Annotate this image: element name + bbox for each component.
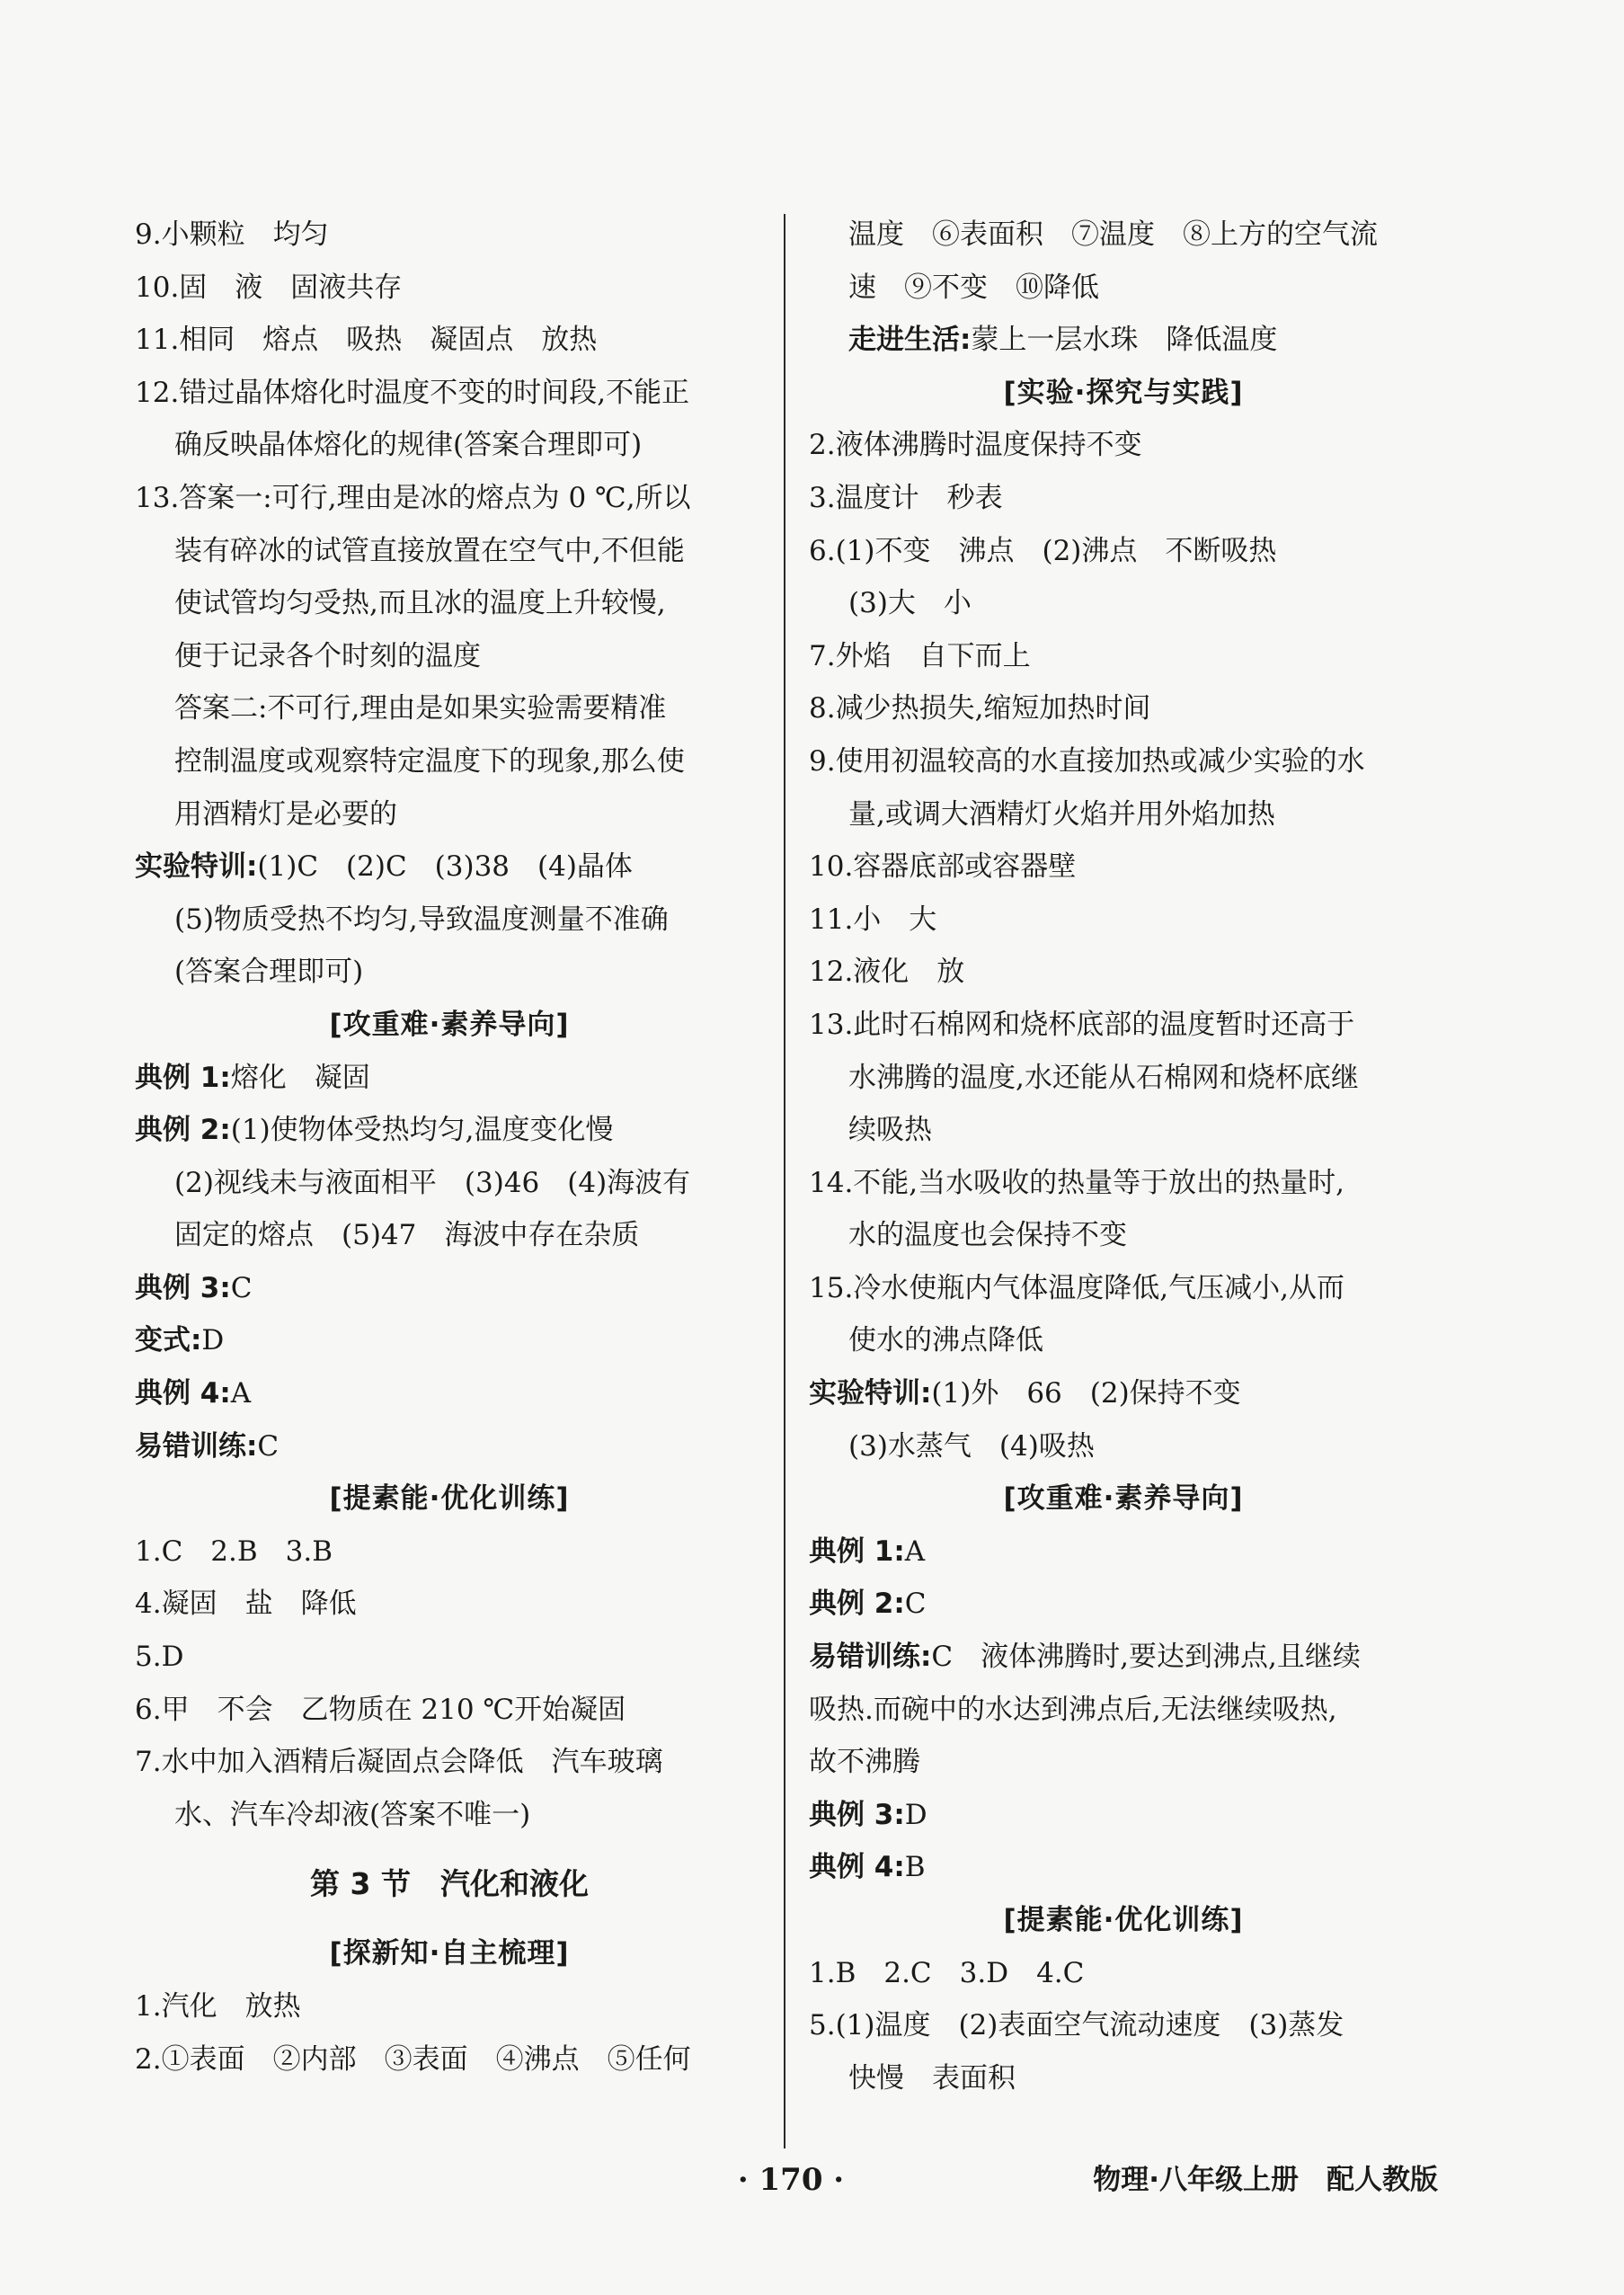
answer-label: 典例 4: <box>809 1851 905 1884</box>
answer-text: D <box>201 1324 225 1357</box>
answer-line <box>809 1526 1438 1579</box>
answer-line <box>809 262 1438 315</box>
section-heading: [提素能·优化训练] <box>329 1482 570 1516</box>
answer-line <box>809 1052 1438 1105</box>
answer-line <box>135 1314 764 1367</box>
answer-line <box>135 472 764 525</box>
answer-text: 故不沸腾 <box>809 1746 920 1779</box>
answer-text: 水的温度也会保持不变 <box>848 1219 1127 1252</box>
answer-label: 实验特训: <box>809 1377 932 1410</box>
answer-text: 14.不能,当水吸收的热量等于放出的热量时, <box>809 1166 1345 1199</box>
answer-line <box>135 1052 764 1105</box>
answer-text: 使试管均匀受热,而且冰的温度上升较慢, <box>174 587 666 620</box>
answer-text: 控制温度或观察特定温度下的现象,那么使 <box>174 744 685 778</box>
answer-line <box>135 1736 764 1789</box>
answer-label: 走进生活: <box>848 324 972 357</box>
answer-line <box>809 788 1438 841</box>
answer-label: 易错训练: <box>809 1641 932 1674</box>
answer-line <box>135 841 764 894</box>
answer-label: 典例 2: <box>809 1588 905 1621</box>
answer-line <box>809 946 1438 999</box>
answer-text: 吸热.而碗中的水达到沸点后,无法继续吸热, <box>809 1693 1337 1726</box>
answer-text: 3.温度计 秒表 <box>809 481 1003 514</box>
answer-line <box>135 1104 764 1157</box>
answer-line <box>135 367 764 420</box>
answer-text: 15.冷水使瓶内气体温度降低,气压减小,从而 <box>809 1271 1345 1304</box>
left-column <box>135 209 764 2086</box>
answer-line <box>809 419 1438 472</box>
answer-line <box>809 1631 1438 1684</box>
answer-line <box>809 314 1438 367</box>
answer-line <box>135 788 764 841</box>
answer-text: 2.液体沸腾时温度保持不变 <box>809 429 1142 462</box>
answer-text: C 液体沸腾时,要达到沸点,且继续 <box>931 1641 1361 1674</box>
answer-label: 典例 3: <box>809 1798 905 1831</box>
answer-text: (答案合理即可) <box>174 956 364 989</box>
answer-text: C <box>257 1429 280 1463</box>
answer-label: 典例 4: <box>135 1377 231 1410</box>
answer-line <box>135 1980 764 2033</box>
answer-line <box>809 2052 1438 2105</box>
answer-line <box>809 1999 1438 2052</box>
answer-text: A <box>904 1534 926 1568</box>
answer-line <box>135 525 764 578</box>
answer-label: 典例 2: <box>135 1114 231 1147</box>
answer-text: (5)物质受热不均匀,导致温度测量不准确 <box>174 903 669 936</box>
answer-line <box>809 682 1438 735</box>
answer-line <box>135 314 764 367</box>
answer-text: 7.外焰 自下而上 <box>809 639 1031 672</box>
answer-line <box>135 1157 764 1210</box>
answer-line <box>809 1684 1438 1737</box>
answer-text: 7.水中加入酒精后凝固点会降低 汽车玻璃 <box>135 1746 663 1779</box>
answer-line <box>135 946 764 999</box>
column-divider <box>784 214 785 2148</box>
answer-text: (1)使物体受热均匀,温度变化慢 <box>230 1114 614 1147</box>
answer-line <box>809 1262 1438 1315</box>
answer-text: 13.此时石棉网和烧杯底部的温度暂时还高于 <box>809 1008 1355 1041</box>
answer-label: 典例 1: <box>135 1061 231 1094</box>
answer-text: 量,或调大酒精灯火焰并用外焰加热 <box>848 797 1275 831</box>
answer-text: 9.小颗粒 均匀 <box>135 218 329 251</box>
answer-line <box>809 1578 1438 1631</box>
section-heading: [攻重难·素养导向] <box>1003 1482 1244 1516</box>
answer-line <box>135 682 764 735</box>
answer-line <box>809 525 1438 578</box>
answer-text: 4.凝固 盐 降低 <box>135 1588 357 1621</box>
answer-text: 水沸腾的温度,水还能从石棉网和烧杯底继 <box>848 1061 1359 1094</box>
answer-text: 8.减少热损失,缩短加热时间 <box>809 692 1151 725</box>
section-heading: [探新知·自主梳理] <box>329 1937 570 1970</box>
answer-text: (2)视线未与液面相平 (3)46 (4)海波有 <box>174 1166 691 1199</box>
answer-line <box>809 630 1438 683</box>
answer-text: (3)水蒸气 (4)吸热 <box>848 1429 1095 1463</box>
answer-text: 用酒精灯是必要的 <box>174 797 397 831</box>
answer-text: (3)大 小 <box>848 587 972 620</box>
answer-text: 1.汽化 放热 <box>135 1990 301 2023</box>
answer-label: 典例 1: <box>809 1534 905 1568</box>
answer-line <box>135 1631 764 1684</box>
answer-text: 6.甲 不会 乙物质在 210 ℃开始凝固 <box>135 1693 626 1726</box>
answer-line <box>809 1789 1438 1842</box>
answer-text: 1.C 2.B 3.B <box>135 1534 333 1568</box>
answer-line <box>809 1947 1438 2000</box>
answer-text: 2.①表面 ②内部 ③表面 ④沸点 ⑤任何 <box>135 2042 691 2076</box>
answer-text: 5.D <box>135 1641 184 1674</box>
answer-line <box>809 1841 1438 1894</box>
section-heading: [实验·探究与实践] <box>1003 376 1244 409</box>
answer-text: 10.容器底部或容器壁 <box>809 850 1077 884</box>
answer-text: 12.液化 放 <box>809 956 965 989</box>
answer-text: 5.(1)温度 (2)表面空气流动速度 (3)蒸发 <box>809 2009 1344 2042</box>
answer-text: C <box>230 1271 253 1304</box>
answer-label: 典例 3: <box>135 1271 231 1304</box>
answer-text: (1)C (2)C (3)38 (4)晶体 <box>257 850 633 884</box>
book-info: 物理·八年级上册 配人教版 <box>1093 2164 1438 2196</box>
answer-line <box>135 630 764 683</box>
answer-line <box>809 577 1438 630</box>
page-number: · 170 · <box>737 2162 845 2198</box>
answer-text: 答案二:不可行,理由是如果实验需要精准 <box>174 692 667 725</box>
answer-text: 11.相同 熔点 吸热 凝固点 放热 <box>135 324 598 357</box>
answer-text: 12.错过晶体熔化时温度不变的时间段,不能正 <box>135 376 690 409</box>
answer-line <box>809 999 1438 1052</box>
answer-line <box>135 577 764 630</box>
answer-line <box>809 735 1438 788</box>
answer-line <box>809 1104 1438 1157</box>
answer-text: D <box>904 1798 927 1831</box>
answer-line <box>135 1684 764 1737</box>
answer-line <box>809 1209 1438 1262</box>
answer-line <box>135 419 764 472</box>
answer-line <box>135 1262 764 1315</box>
answer-text: 确反映晶体熔化的规律(答案合理即可) <box>174 429 643 462</box>
answer-label: 易错训练: <box>135 1429 258 1463</box>
right-column <box>809 209 1438 2104</box>
answer-text: 水、汽车冷却液(答案不唯一) <box>174 1798 531 1831</box>
answer-text: 固定的熔点 (5)47 海波中存在杂质 <box>174 1219 640 1252</box>
section-heading: [攻重难·素养导向] <box>329 1008 570 1041</box>
answer-line <box>135 2033 764 2086</box>
answer-line <box>809 209 1438 262</box>
section-heading: [提素能·优化训练] <box>1003 1904 1244 1936</box>
answer-line <box>809 1736 1438 1789</box>
answer-text: 快慢 表面积 <box>848 2061 1016 2095</box>
answer-text: 1.B 2.C 3.D 4.C <box>809 1956 1085 1989</box>
answer-line <box>809 894 1438 947</box>
answer-text: 便于记录各个时刻的温度 <box>174 639 481 672</box>
answer-label: 实验特训: <box>135 850 258 884</box>
answer-line <box>135 1789 764 1842</box>
answer-text: 熔化 凝固 <box>230 1061 370 1094</box>
answer-text: 6.(1)不变 沸点 (2)沸点 不断吸热 <box>809 534 1277 567</box>
answer-line <box>135 735 764 788</box>
answer-text: 11.小 大 <box>809 903 937 936</box>
answer-text: 13.答案一:可行,理由是冰的熔点为 0 ℃,所以 <box>135 481 691 514</box>
answer-text: A <box>230 1377 252 1410</box>
answer-text: 蒙上一层水珠 降低温度 <box>971 324 1278 357</box>
answer-line <box>135 894 764 947</box>
answer-line <box>135 262 764 315</box>
answer-text: 速 ⑨不变 ⑩降低 <box>848 271 1099 304</box>
chapter-title: 第 3 节 汽化和液化 <box>310 1866 589 1902</box>
answer-text: 装有碎冰的试管直接放置在空气中,不但能 <box>174 534 685 567</box>
answer-line <box>809 1367 1438 1420</box>
answer-line <box>135 209 764 262</box>
answer-text: C <box>904 1588 927 1621</box>
answer-text: 9.使用初温较高的水直接加热或减少实验的水 <box>809 744 1365 778</box>
answer-text: 使水的沸点降低 <box>848 1324 1043 1357</box>
answer-line <box>135 1578 764 1631</box>
answer-line <box>135 1526 764 1579</box>
answer-text: 10.固 液 固液共存 <box>135 271 403 304</box>
answer-line <box>809 472 1438 525</box>
answer-line <box>809 1420 1438 1473</box>
answer-text: (1)外 66 (2)保持不变 <box>931 1377 1241 1410</box>
answer-line <box>135 1420 764 1473</box>
answer-line <box>135 1367 764 1420</box>
answer-text: 续吸热 <box>848 1114 932 1147</box>
answer-line <box>809 841 1438 894</box>
answer-line <box>135 1209 764 1262</box>
answer-text: B <box>904 1851 926 1884</box>
answer-line <box>809 1157 1438 1210</box>
answer-line <box>809 1314 1438 1367</box>
answer-text: 温度 ⑥表面积 ⑦温度 ⑧上方的空气流 <box>848 218 1378 251</box>
answer-label: 变式: <box>135 1324 202 1357</box>
